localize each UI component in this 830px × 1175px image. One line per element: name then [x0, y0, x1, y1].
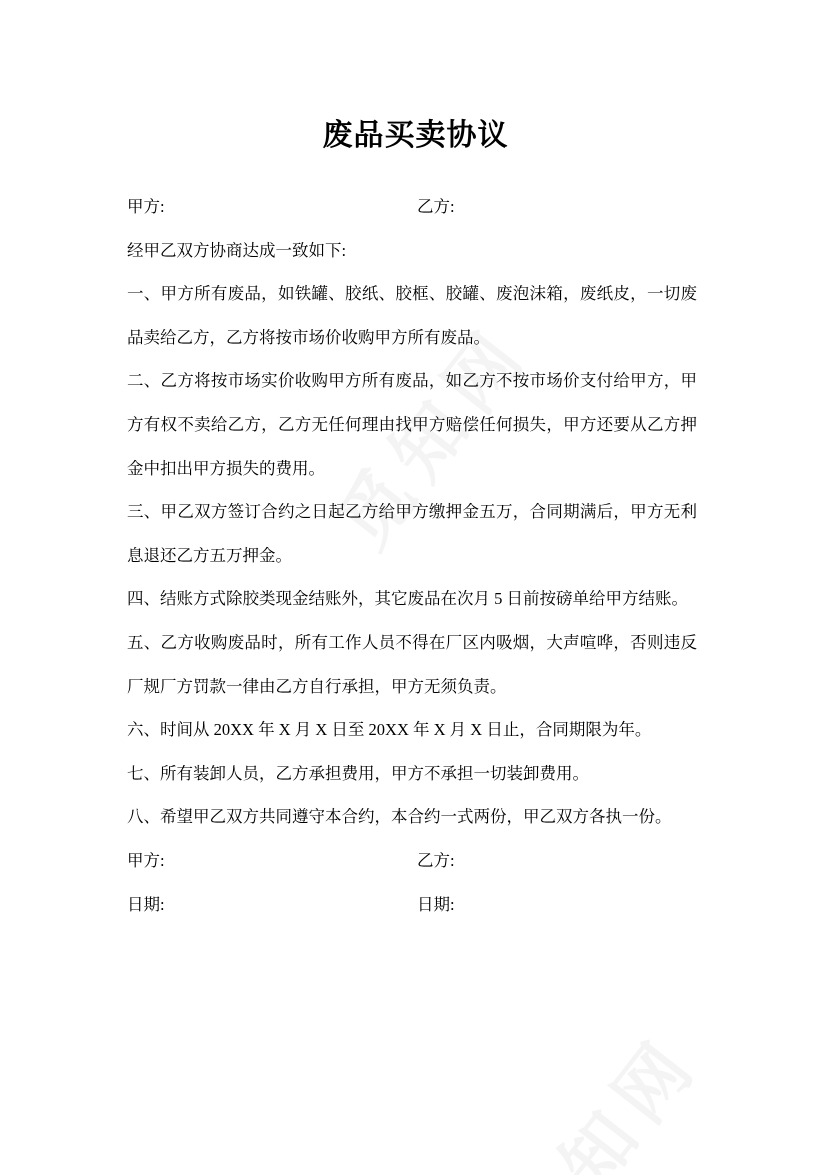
clause-3 [127, 490, 697, 577]
signature-party-a-label: 甲方: [127, 850, 165, 870]
document-body [127, 185, 697, 926]
clause-line: 厂规厂方罚款一律由乙方自行承担，甲方无须负责。 [127, 676, 507, 696]
signature-party-b-label: 乙方: [417, 850, 455, 870]
clause-line: 二、乙方将按市场实价收购甲方所有废品，如乙方不按市场价支付给甲方，甲 [127, 371, 697, 391]
party-a-label: 甲方: [127, 197, 165, 216]
signature-parties-row [127, 839, 697, 883]
document-title: 废品买卖协议 [322, 119, 509, 152]
clause-5 [127, 621, 697, 708]
clause-line: 方有权不卖给乙方，乙方无任何理由找甲方赔偿任何损失，甲方还要从乙方押 [127, 414, 697, 434]
clause-2 [127, 359, 697, 490]
clause-line: 四、结账方式除胶类现金结账外，其它废品在次月 5 日前按磅单给甲方结账。 [127, 589, 688, 609]
clause-line: 八、希望甲乙双方共同遵守本合约，本合约一式两份，甲乙双方各执一份。 [127, 807, 672, 827]
clause-line: 一、甲方所有废品，如铁罐、胶纸、胶框、胶罐、废泡沫箱，废纸皮，一切废 [127, 284, 697, 304]
clause-line: 六、时间从 20XX 年 X 月 X 日至 20XX 年 X 月 X 日止，合同期限为年。 [127, 720, 652, 740]
signature-dates-row [127, 883, 697, 927]
clause-line: 品卖给乙方，乙方将按市场价收购甲方所有废品。 [127, 327, 490, 347]
clause-line: 三、甲乙双方签订合约之日起乙方给甲方缴押金五万，合同期满后，甲方无利 [127, 502, 697, 522]
signature-date-a-label: 日期: [127, 894, 165, 914]
signature-date-b-label: 日期: [417, 894, 455, 914]
clause-line: 七、所有装卸人员，乙方承担费用，甲方不承担一切装卸费用。 [127, 763, 589, 783]
parties-header-row [127, 185, 697, 229]
clause-line: 息退还乙方五万押金。 [127, 545, 292, 565]
clause-1 [127, 272, 697, 359]
clause-4 [127, 577, 697, 621]
clause-8 [127, 795, 697, 839]
clause-6 [127, 708, 697, 752]
party-b-label: 乙方: [417, 197, 455, 216]
intro-text: 经甲乙双方协商达成一致如下: [127, 240, 347, 260]
clause-7 [127, 752, 697, 796]
watermark-bottom [479, 1008, 720, 1175]
clause-line: 金中扣出甲方损失的费用。 [127, 458, 325, 478]
clause-line: 五、乙方收购废品时，所有工作人员不得在厂区内吸烟，大声喧哗，否则违反 [127, 632, 697, 652]
